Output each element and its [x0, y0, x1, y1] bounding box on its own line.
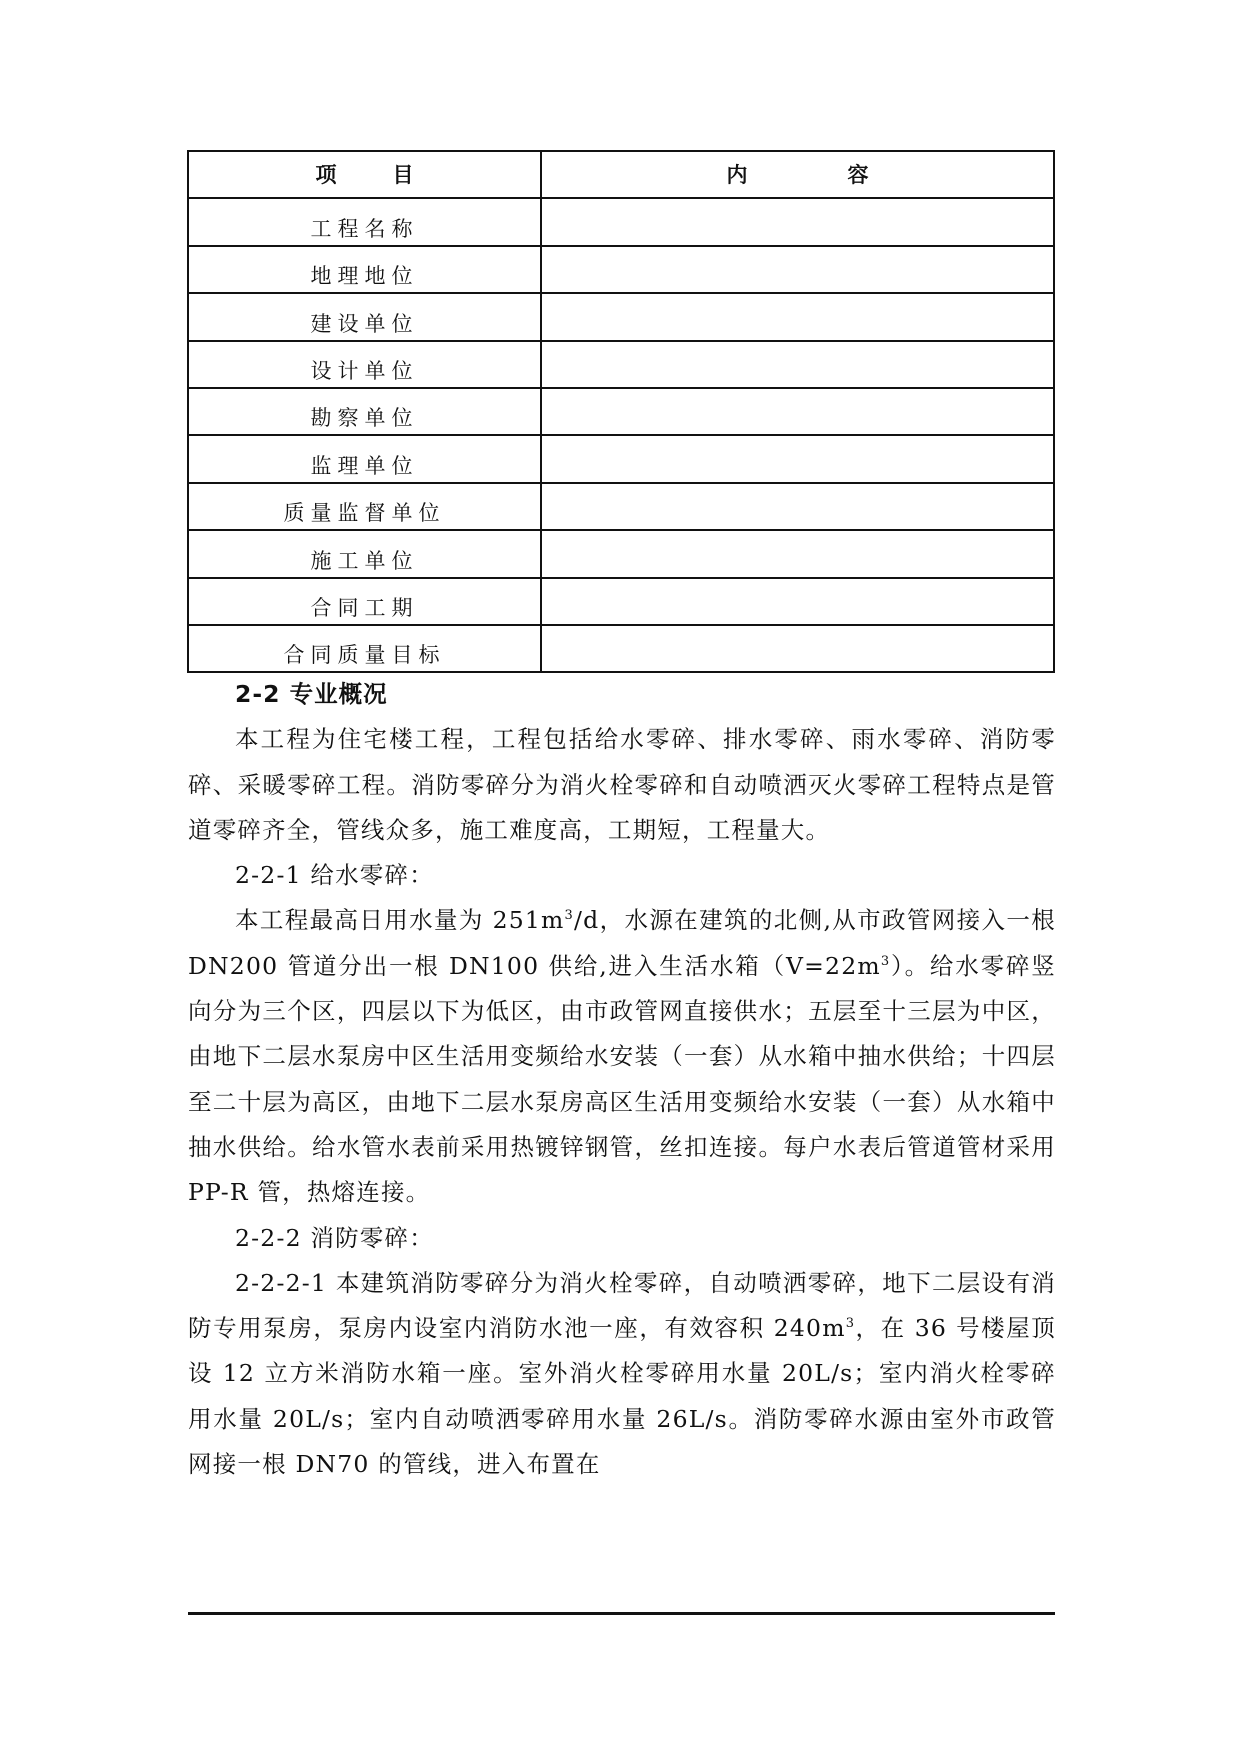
- row-content-cell[interactable]: [541, 625, 1054, 672]
- row-item-label: 合同质量目标: [188, 625, 541, 672]
- row-item-label: 设计单位: [188, 341, 541, 388]
- table-row: [188, 578, 1054, 625]
- row-content-cell[interactable]: [541, 246, 1054, 293]
- row-content-cell[interactable]: [541, 483, 1054, 530]
- row-content-cell[interactable]: [541, 388, 1054, 435]
- table-header-row: [188, 151, 1054, 198]
- row-item-label: 工程名称: [188, 198, 541, 245]
- table-row: [188, 246, 1054, 293]
- section-heading: 2-2 专业概况: [235, 680, 388, 708]
- row-item-label: 监理单位: [188, 435, 541, 482]
- row-item-label: 建设单位: [188, 293, 541, 340]
- footer-rule: [188, 1612, 1055, 1615]
- row-item-label: 地理地位: [188, 246, 541, 293]
- fire-protection-paragraph: 2-2-2-1 本建筑消防零碎分为消火栓零碎，自动喷洒零碎，地下二层设有消防专用泵房，泵房内设室内消防水池一座，有效容积 $240m^3$，在 36 号楼屋顶设 12 立方米消防水箱一座。室外消火栓零碎用水量 20L/s；室内消火栓零碎用水量 20L/s；室内自动喷洒零碎用水量 26L/s。消防零碎水源由室外市政管网接一根 DN70 的管线，进入布置在: [188, 1268, 1057, 1479]
- table-row: [188, 530, 1054, 577]
- header-content: 内 容: [541, 151, 1054, 198]
- intro-paragraph: 本工程为住宅楼工程，工程包括给水零碎、排水零碎、雨水零碎、消防零碎、采暖零碎工程。消防零碎分为消火栓零碎和自动喷洒灭火零碎工程特点是管道零碎齐全，管线众多，施工难度高，工期短，工程量大。: [188, 725, 1056, 844]
- subsection-title-fire-protection: 2-2-2 消防零碎：: [235, 1223, 434, 1252]
- table-row: [188, 388, 1054, 435]
- row-item-label: 施工单位: [188, 530, 541, 577]
- row-content-cell[interactable]: [541, 198, 1054, 245]
- row-content-cell[interactable]: [541, 341, 1054, 388]
- row-content-cell[interactable]: [541, 578, 1054, 625]
- row-content-cell[interactable]: [541, 293, 1054, 340]
- table-row: [188, 341, 1054, 388]
- project-info-table: [187, 150, 1055, 673]
- table-row: [188, 293, 1054, 340]
- row-item-label: 勘察单位: [188, 388, 541, 435]
- section-body: [188, 672, 1056, 1487]
- table-row: [188, 625, 1054, 672]
- row-content-cell[interactable]: [541, 530, 1054, 577]
- table-row: [188, 483, 1054, 530]
- table-row: [188, 198, 1054, 245]
- table-row: [188, 435, 1054, 482]
- row-content-cell[interactable]: [541, 435, 1054, 482]
- water-supply-paragraph: 本工程最高日用水量为 $251m^3/d$，水源在建筑的北侧,从市政管网接入一根 DN200 管道分出一根 DN100 供给,进入生活水箱$(V=22m^3)$。给水零碎竖向分为三个区，四层以下为低区，由市政管网直接供水；五层至十三层为中区，由地下二层水泵房中区生活用变频给水安装（一套）从水箱中抽水供给；十四层至二十层为高区，由地下二层水泵房高区生活用变频给水安装（一套）从水箱中抽水供给。给水管水表前采用热镀锌钢管，丝扣连接。每户水表后管道管材采用 PP-R 管，热熔连接。: [188, 906, 1057, 1207]
- header-item: 项 目: [188, 151, 541, 198]
- row-item-label: 质量监督单位: [188, 483, 541, 530]
- subsection-title-water-supply: 2-2-1 给水零碎：: [235, 861, 434, 890]
- row-item-label: 合同工期: [188, 578, 541, 625]
